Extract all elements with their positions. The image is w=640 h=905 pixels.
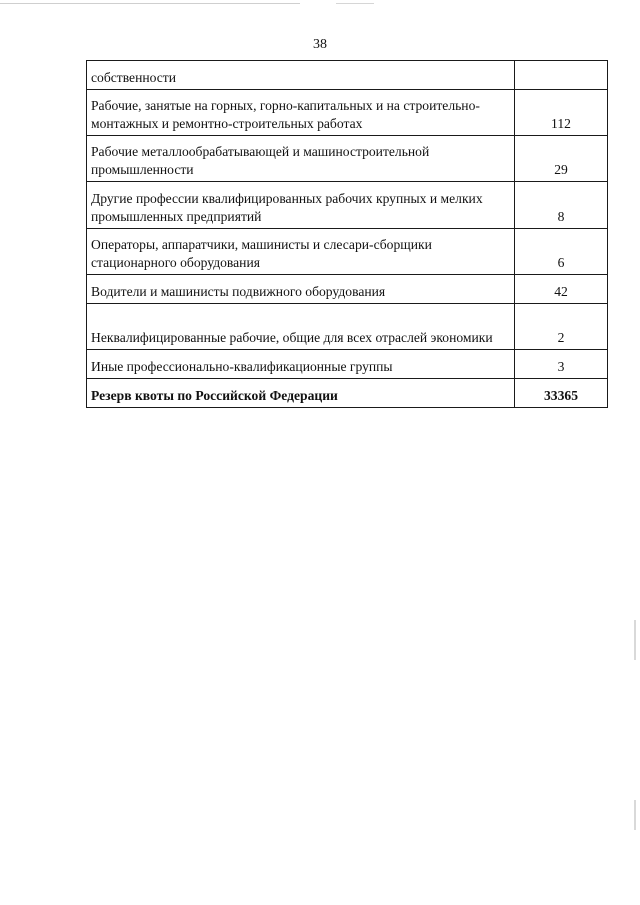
row-label: Рабочие металлообрабатывающей и машиностроительной промышленности xyxy=(87,136,515,182)
table-row xyxy=(87,350,608,379)
row-label: Водители и машинисты подвижного оборудования xyxy=(87,275,515,304)
row-label: Неквалифицированные рабочие, общие для всех отраслей экономики xyxy=(87,304,515,350)
row-value: 8 xyxy=(515,182,608,229)
row-value: 42 xyxy=(515,275,608,304)
total-row xyxy=(87,379,608,408)
row-label: Операторы, аппаратчики, машинисты и слесари-сборщики стационарного оборудования xyxy=(87,229,515,275)
table-row xyxy=(87,229,608,275)
scan-edge-mark xyxy=(634,620,636,660)
row-value: 6 xyxy=(515,229,608,275)
table-row xyxy=(87,275,608,304)
table-row xyxy=(87,61,608,90)
table-row xyxy=(87,90,608,136)
scan-top-rule xyxy=(0,3,300,4)
table-row xyxy=(87,136,608,182)
row-value xyxy=(515,61,608,90)
row-value: 3 xyxy=(515,350,608,379)
row-value: 2 xyxy=(515,304,608,350)
row-value: 112 xyxy=(515,90,608,136)
row-label: Рабочие, занятые на горных, горно-капитальных и на строительно-монтажных и ремонтно-строительных работах xyxy=(87,90,515,136)
scan-edge-mark xyxy=(634,800,636,830)
total-label: Резерв квоты по Российской Федерации xyxy=(87,379,515,408)
row-label: собственности xyxy=(87,61,515,90)
row-label: Другие профессии квалифицированных рабочих крупных и мелких промышленных предприятий xyxy=(87,182,515,229)
quota-table xyxy=(86,60,608,408)
table-row xyxy=(87,304,608,350)
page-number: 38 xyxy=(313,37,327,52)
table-row xyxy=(87,182,608,229)
row-label: Иные профессионально-квалификационные группы xyxy=(87,350,515,379)
scan-top-mark xyxy=(336,3,374,4)
total-value: 33365 xyxy=(515,379,608,408)
row-value: 29 xyxy=(515,136,608,182)
